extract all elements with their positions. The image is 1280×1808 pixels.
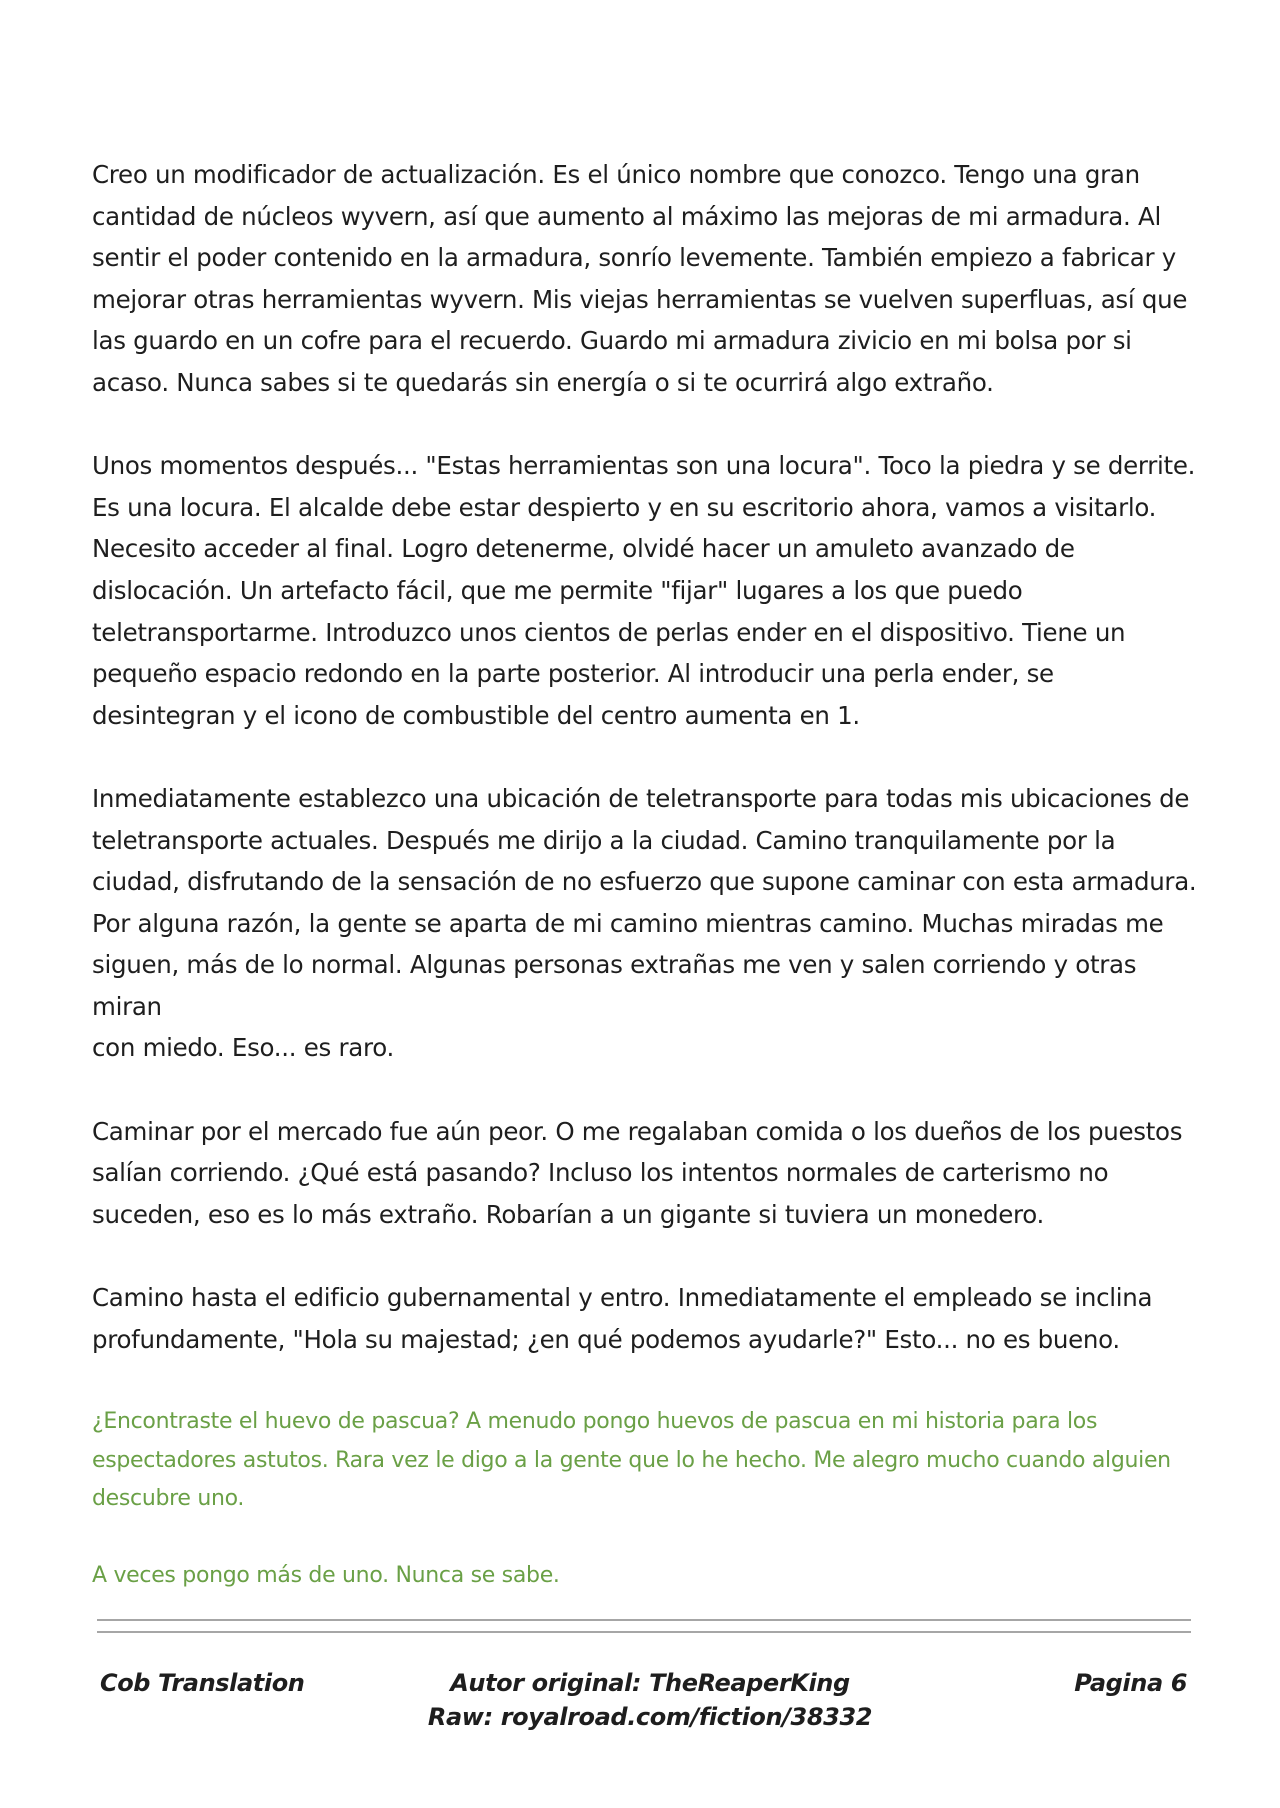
- story-paragraph-5: Camino hasta el edificio gubernamental y entro. Inmediatamente el empleado se inclina profundamente, "Hola su majestad; ¿en qué podemos ayudarle?" Esto... no es bueno.: [92, 1283, 1153, 1354]
- footer-translator: Cob Translation: [100, 1669, 305, 1697]
- footer-divider-bottom: [97, 1631, 1191, 1633]
- story-paragraph-4: Caminar por el mercado fue aún peor. O me regalaban comida o los dueños de los puestos salían corriendo. ¿Qué está pasando? Incluso los intentos normales de carterismo no suceden, eso es lo más extraño. Robarían a un gigante si tuviera un monedero.: [92, 1116, 1183, 1229]
- author-note-paragraph-2: A veces pongo más de uno. Nunca se sabe.: [92, 1563, 560, 1588]
- story-body: [92, 154, 1200, 1402]
- footer-divider-top: [97, 1619, 1191, 1621]
- footer-original-author: Autor original: TheReaperKing: [450, 1669, 850, 1697]
- footer-page-number: Pagina 6: [1074, 1669, 1187, 1697]
- author-note: [92, 1403, 1200, 1634]
- footer-raw-source: Raw: royalroad.com/fiction/38332: [427, 1703, 873, 1731]
- footer-credits: [390, 1666, 910, 1734]
- story-paragraph-3: Inmediatamente establezco una ubicación de teletransporte para todas mis ubicaciones de teletransporte actuales. Después me dirijo a la ciudad. Camino tranquilamente por la ciudad, disfrutando de la sensación de no esfuerzo que supone caminar con esta armadura. Por alguna razón, la gente se aparta de mi camino mientras camino. Muchas miradas me siguen, más de lo normal. Algunas personas extrañas me ven y salen corriendo y otras miran con miedo. Eso... es raro.: [92, 783, 1197, 1063]
- story-paragraph-2: Unos momentos después... "Estas herramientas son una locura". Toco la piedra y se derrite. Es una locura. El alcalde debe estar despierto y en su escritorio ahora, vamos a visitarlo. Necesito acceder al final. Logro detenerme, olvidé hacer un amuleto avanzado de dislocación. Un artefacto fácil, que me permite "fijar" lugares a los que puedo teletransportarme. Introduzco unos cientos de perlas ender en el dispositivo. Tiene un pequeño espacio redondo en la parte posterior. Al introducir una perla ender, se desintegran y el icono de combustible del centro aumenta en 1.: [92, 451, 1196, 730]
- story-paragraph-1: Creo un modificador de actualización. Es el único nombre que conozco. Tengo una gran cantidad de núcleos wyvern, así que aumento al máximo las mejoras de mi armadura. Al sentir el poder contenido en la armadura, sonrío levemente. También empiezo a fabricar y mejorar otras herramientas wyvern. Mis viejas herramientas se vuelven superfluas, así que las guardo en un cofre para el recuerdo. Guardo mi armadura zivicio en mi bolsa por si acaso. Nunca sabes si te quedarás sin energía o si te ocurrirá algo extraño.: [92, 160, 1188, 397]
- author-note-paragraph-1: ¿Encontraste el huevo de pascua? A menudo pongo huevos de pascua en mi historia para los espectadores astutos. Rara vez le digo a la gente que lo he hecho. Me alegro mucho cuando alguien descubre uno.: [92, 1409, 1171, 1511]
